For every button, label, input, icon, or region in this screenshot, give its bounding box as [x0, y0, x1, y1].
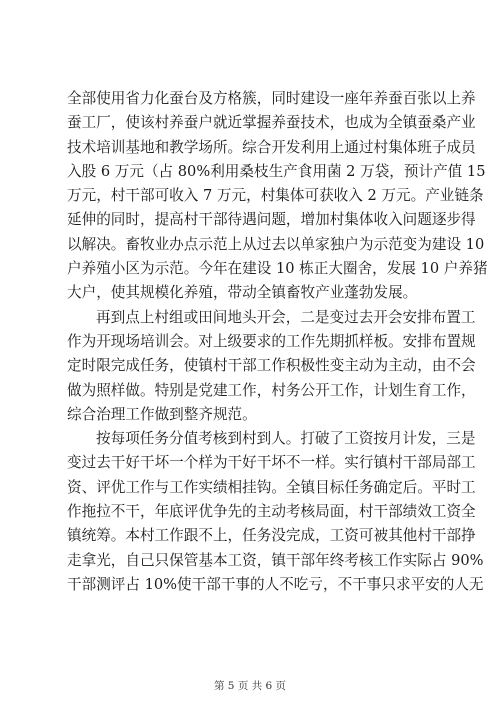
text-line: 技术培训基地和教学场所。综合开发利用上通过村集体班子成员	[67, 138, 476, 156]
text-line: 户养殖小区为示范。今年在建设 10 栋正大圈舍，发展 10 户养猪	[67, 260, 488, 278]
text-line: 干部测评占 10%使干部干事的人不吃亏，不干事只求平安的人无	[67, 575, 484, 593]
text-line: 以解决。畜牧业办点示范上从过去以单家独户为示范变为建设 10	[67, 235, 485, 253]
text-line: 作拖拉不干，年底评优争先的主动考核局面，村干部绩效工资全	[67, 503, 476, 521]
text-line: 综合治理工作做到整齐规范。	[67, 405, 257, 423]
text-line: 蚕工厂，使该村养蚕户就近掌握养蚕技术，也成为全镇蚕桑产业	[67, 114, 476, 132]
paragraph	[67, 306, 476, 427]
page-number-footer: 第 5 页 共 6 页	[213, 680, 287, 692]
text-line: 变过去干好干坏一个样为干好干坏不一样。实行镇村干部局部工	[67, 454, 476, 472]
text-line: 全部使用省力化蚕台及方格簇，同时建设一座年养蚕百张以上养	[67, 90, 476, 107]
text-line: 定时限完成任务，使镇村干部工作积极性变主动为主动，由不会	[67, 357, 476, 375]
text-line: 万元，村干部可收入 7 万元，村集体可获收入 2 万元。产业链条	[67, 187, 484, 205]
paragraph	[67, 427, 484, 597]
text-line: 再到点上村组或田间地头开会，二是变过去开会安排布置工	[96, 308, 476, 326]
text-line: 延伸的同时，提高村干部待遇问题，增加村集体收入问题逐步得	[67, 211, 476, 229]
text-line: 大户，使其规模化养殖，带动全镇畜牧产业蓬勃发展。	[67, 284, 418, 302]
text-line: 按每项任务分值考核到村到人。打破了工资按月计发，三是	[96, 430, 476, 448]
text-line: 作为开现场培训会。对上级要求的工作先期抓样板。安排布置规	[67, 332, 476, 350]
document-body	[67, 87, 488, 597]
text-line: 入股 6 万元（占 80%利用桑枝生产食用菌 2 万袋，预计产值 15	[67, 162, 486, 180]
paragraph	[67, 87, 488, 306]
text-line: 走拿光，自己只保管基本工资，镇干部年终考核工作实际占 90%	[67, 551, 484, 569]
text-line: 资、评优工作与工作实绩相挂钩。全镇目标任务确定后。平时工	[67, 478, 476, 496]
text-line: 做为照样做。特别是党建工作，村务公开工作，计划生育工作，	[67, 381, 476, 399]
text-line: 镇统筹。本村工作跟不上，任务没完成，工资可被其他村干部挣	[67, 527, 476, 545]
